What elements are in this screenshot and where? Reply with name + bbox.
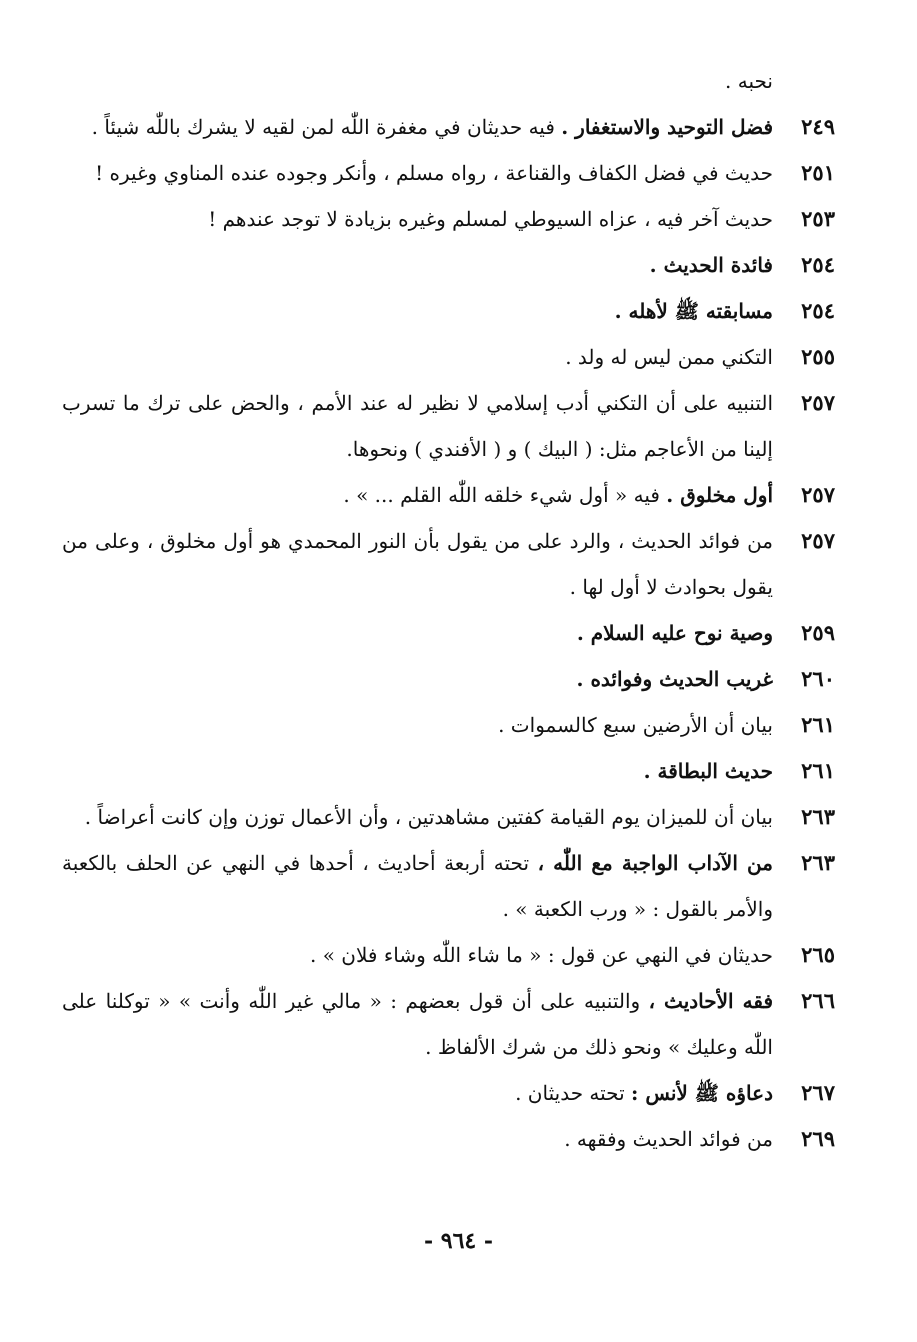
index-entries <box>62 104 835 1162</box>
index-entry <box>62 610 835 656</box>
entry-heading: دعاؤه ﷺ لأنس : <box>631 1081 773 1105</box>
entry-text <box>62 1116 773 1162</box>
entry-page-number: ٢٦٥ <box>801 942 835 967</box>
entry-page-number: ٢٥٧ <box>801 390 835 415</box>
index-entry <box>62 1116 835 1162</box>
entry-description: من فوائد الحديث وفقهه . <box>564 1127 773 1151</box>
continued-line: نحبه . <box>725 69 773 93</box>
entry-text <box>62 472 773 518</box>
entry-page-number: ٢٥٧ <box>801 482 835 507</box>
index-entry <box>62 150 835 196</box>
index-entry <box>62 1070 835 1116</box>
entry-text <box>62 334 773 380</box>
entry-text <box>62 840 773 932</box>
index-entry <box>62 794 835 840</box>
entry-text <box>62 610 773 656</box>
entry-text <box>62 196 773 242</box>
entry-text <box>62 794 773 840</box>
index-entry <box>62 932 835 978</box>
entry-heading: غريب الحديث وفوائده . <box>576 667 773 691</box>
entry-text <box>62 978 773 1070</box>
entry-description: بيان أن الأرضين سبع كالسموات . <box>498 713 773 737</box>
entry-heading: حديث البطاقة . <box>643 759 773 783</box>
entry-page-number: ٢٦٣ <box>801 804 835 829</box>
entry-text <box>62 242 773 288</box>
entry-text <box>62 380 773 472</box>
entry-page-number: ٢٥٩ <box>801 620 835 645</box>
entry-description: تحته حديثان . <box>515 1081 632 1105</box>
entry-description: فيه حديثان في مغفرة اللّٰه لمن لقيه لا يشرك باللّٰه شيئاً . <box>91 115 562 139</box>
index-entry <box>62 748 835 794</box>
entry-page-number: ٢٦٩ <box>801 1126 835 1151</box>
entry-page-number: ٢٤٩ <box>801 114 835 139</box>
entry-description: التنبيه على أن التكني أدب إسلامي لا نظير له عند الأمم ، والحض على ترك ما تسرب إلينا من الأعاجم مثل: ( البيك ) و ( الأفندي ) ونحوها. <box>62 391 773 461</box>
entry-text <box>62 656 773 702</box>
entry-text <box>62 104 773 150</box>
entry-text <box>62 518 773 610</box>
entry-heading: وصية نوح عليه السلام . <box>576 621 773 645</box>
entry-text <box>62 150 773 196</box>
entry-page-number: ٢٥١ <box>801 160 835 185</box>
entry-heading: من الآداب الواجبة مع اللّٰه ، <box>537 851 773 875</box>
entry-text <box>62 748 773 794</box>
entry-page-number: ٢٦١ <box>801 758 835 783</box>
entry-page-number: ٢٥٧ <box>801 528 835 553</box>
entry-text <box>62 702 773 748</box>
entry-page-number: ٢٥٤ <box>801 252 835 277</box>
index-entry <box>62 334 835 380</box>
index-entry <box>62 104 835 150</box>
entry-heading: أول مخلوق . <box>666 483 773 507</box>
entry-page-number: ٢٦٣ <box>801 850 835 875</box>
index-entry <box>62 196 835 242</box>
entry-description: تحته أربعة أحاديث ، أحدها في النهي عن الحلف بالكعبة والأمر بالقول : « ورب الكعبة » . <box>62 851 773 921</box>
entry-description: والتنبيه على أن قول بعضهم : « مالي غير اللّٰه وأنت » « توكلنا على اللّٰه وعليك » ونحو ذلك من شرك الألفاظ . <box>62 989 773 1059</box>
index-entry <box>62 472 835 518</box>
index-entry <box>62 288 835 334</box>
entry-description: من فوائد الحديث ، والرد على من يقول بأن النور المحمدي هو أول مخلوق ، وعلى من يقول بحوادث لا أول لها . <box>62 529 773 599</box>
entry-page-number: ٢٥٣ <box>801 206 835 231</box>
entry-page-number: ٢٥٤ <box>801 298 835 323</box>
entry-page-number: ٢٦٠ <box>801 666 835 691</box>
index-entry <box>62 840 835 932</box>
entry-description: بيان أن للميزان يوم القيامة كفتين مشاهدتين ، وأن الأعمال توزن وإن كانت أعراضاً . <box>84 805 773 829</box>
entry-description: التكني ممن ليس له ولد . <box>565 345 773 369</box>
entry-description: فيه « أول شيء خلقه اللّٰه القلم ... » . <box>343 483 667 507</box>
entry-heading: فقه الأحاديث ، <box>648 989 774 1013</box>
index-entry <box>62 656 835 702</box>
entry-text <box>62 288 773 334</box>
entry-text <box>62 932 773 978</box>
entry-description: حديث في فضل الكفاف والقناعة ، رواه مسلم ، وأنكر وجوده عنده المناوي وغيره ! <box>95 161 773 185</box>
entry-description: حديثان في النهي عن قول : « ما شاء اللّٰه وشاء فلان » . <box>310 943 773 967</box>
index-entry <box>62 518 835 610</box>
entry-page-number: ٢٦١ <box>801 712 835 737</box>
entry-page-number: ٢٥٥ <box>801 344 835 369</box>
entry-heading: فضل التوحيد والاستغفار . <box>561 115 773 139</box>
entry-text <box>62 1070 773 1116</box>
index-entry <box>62 242 835 288</box>
entry-page-number: ٢٦٧ <box>801 1080 835 1105</box>
page-number: - ٩٦٤ - <box>423 1228 494 1254</box>
entry-description: حديث آخر فيه ، عزاه السيوطي لمسلم وغيره بزيادة لا توجد عندهم ! <box>208 207 773 231</box>
entry-page-number: ٢٦٦ <box>801 988 835 1013</box>
index-entry <box>62 978 835 1070</box>
index-entry <box>62 702 835 748</box>
index-entry <box>62 380 835 472</box>
entry-heading: فائدة الحديث . <box>649 253 773 277</box>
entry-heading: مسابقته ﷺ لأهله . <box>614 299 773 323</box>
